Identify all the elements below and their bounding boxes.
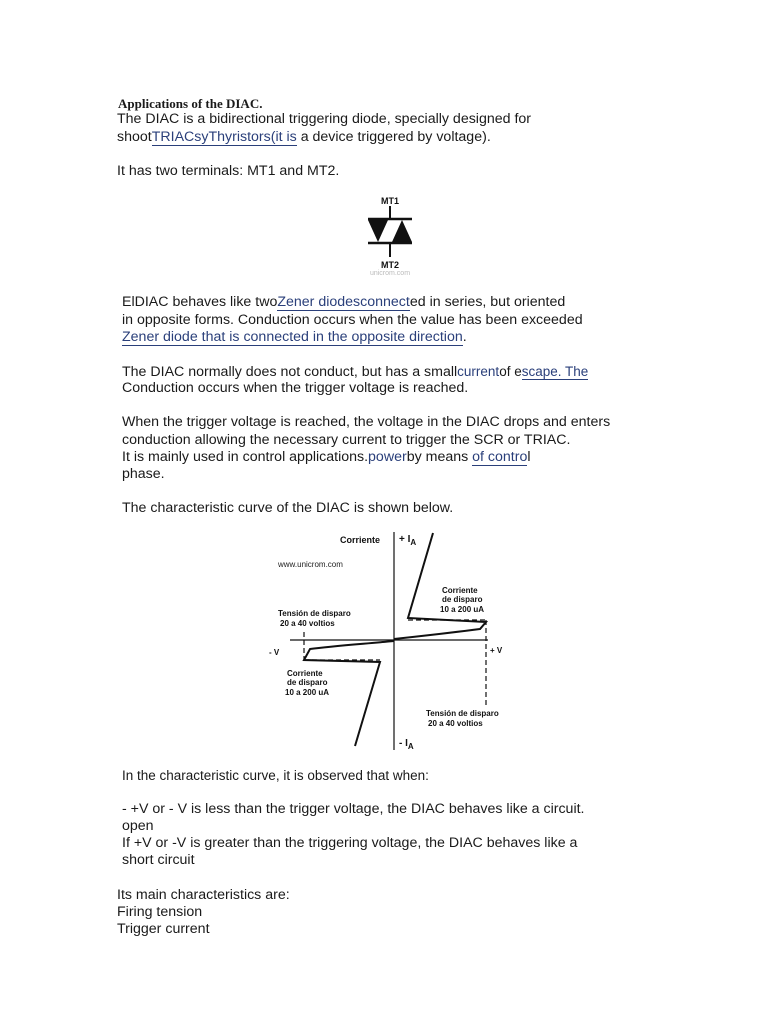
trigger-text-end: l xyxy=(527,449,531,465)
page-title: Applications of the DIAC. xyxy=(118,96,263,111)
right-current-line-1: Corriente xyxy=(442,586,478,595)
behaves-line-2: in opposite forms. Conduction occurs when the value has been exceeded xyxy=(122,312,583,328)
characteristics-heading: Its main characteristics are: xyxy=(117,887,290,903)
minus-ia-text: - I xyxy=(399,738,408,749)
normally-line-1 xyxy=(122,363,588,381)
observed-line-1: In the characteristic curve, it is observed that when: xyxy=(122,768,429,783)
left-current-line-3: 10 a 200 uA xyxy=(285,688,330,697)
left-current-line-1: Corriente xyxy=(287,669,323,678)
corriente-label: Corriente xyxy=(340,535,381,545)
trigger-line-3 xyxy=(122,449,531,466)
diac-characteristic-curve xyxy=(262,528,522,754)
characteristic-item-2: Trigger current xyxy=(117,921,210,937)
current-link[interactable]: current xyxy=(457,364,500,379)
minus-ia-sub: A xyxy=(407,742,414,751)
observed-line-2: - +V or - V is less than the trigger voltage, the DIAC behaves like a circuit. xyxy=(122,801,585,817)
behaves-line-3 xyxy=(122,329,467,346)
of-control-link[interactable]: of contro xyxy=(472,449,528,465)
left-current-line-2: de disparo xyxy=(287,678,328,687)
right-voltage-line-2: 20 a 40 voltios xyxy=(428,719,483,728)
observed-line-3: open xyxy=(122,818,154,834)
trigger-line-4: phase. xyxy=(122,466,165,482)
mt1-label: MT1 xyxy=(381,196,399,206)
normally-line-2: Conduction occurs when the trigger voltage is reached. xyxy=(122,380,469,396)
trigger-text-mid: by means xyxy=(406,449,473,465)
trigger-line-1: When the trigger voltage is reached, the voltage in the DIAC drops and enters xyxy=(122,414,611,430)
zener-diodes-link[interactable]: Zener diodesconnect xyxy=(277,294,410,310)
behaves-line-1 xyxy=(122,294,565,311)
trigger-text: It is mainly used in control applications. xyxy=(122,449,369,465)
normally-text: The DIAC normally does not conduct, but has a small xyxy=(122,364,458,380)
diode-triangle-up xyxy=(392,220,412,242)
right-current-line-2: de disparo xyxy=(442,595,483,604)
plus-ia-sub: A xyxy=(410,538,417,547)
power-link[interactable]: power xyxy=(368,449,407,465)
intro-text-end: a device triggered by voltage). xyxy=(296,129,491,145)
left-voltage-line-1: Tensión de disparo xyxy=(278,609,351,618)
minus-v-label: - V xyxy=(269,648,280,657)
trigger-line-2: conduction allowing the necessary current to trigger the SCR or TRIAC. xyxy=(122,432,571,448)
observed-line-4: If +V or -V is greater than the triggering voltage, the DIAC behaves like a xyxy=(122,835,578,851)
normally-text-mid: of e xyxy=(499,364,522,379)
characteristic-item-1: Firing tension xyxy=(117,904,203,920)
zener-diode-link[interactable]: Zener diode that is connected in the opposite direction xyxy=(122,329,463,345)
behaves-text-end: ed in series, but oriented xyxy=(409,294,566,310)
plus-ia-label xyxy=(399,534,416,547)
curve-intro: The characteristic curve of the DIAC is shown below. xyxy=(122,500,454,516)
website-label: www.unicrom.com xyxy=(278,560,343,569)
intro-line-2 xyxy=(117,129,491,146)
intro-text: shoot xyxy=(117,129,152,145)
mt2-label: MT2 xyxy=(381,260,399,270)
minus-ia-label xyxy=(399,738,414,751)
plus-v-label: + V xyxy=(490,646,503,655)
right-current-line-3: 10 a 200 uA xyxy=(440,605,485,614)
diode-triangle-down xyxy=(368,220,388,242)
plus-ia-text: + I xyxy=(399,534,411,545)
escape-link[interactable]: scape. The xyxy=(521,364,589,379)
observed-line-5: short circuit xyxy=(122,852,195,868)
right-voltage-line-1: Tensión de disparo xyxy=(426,709,499,718)
symbol-watermark: unicrom.com xyxy=(369,270,411,277)
behaves-period: . xyxy=(462,329,467,345)
left-voltage-line-2: 20 a 40 voltios xyxy=(280,619,335,628)
intro-line-1: The DIAC is a bidirectional triggering diode, specially designed for xyxy=(117,111,532,127)
terminals-text: It has two terminals: MT1 and MT2. xyxy=(117,163,340,179)
triacs-thyristors-link[interactable]: TRIACsyThyristors(it is xyxy=(151,129,297,145)
diac-symbol xyxy=(350,193,430,278)
behaves-text: ElDIAC behaves like two xyxy=(122,294,278,310)
